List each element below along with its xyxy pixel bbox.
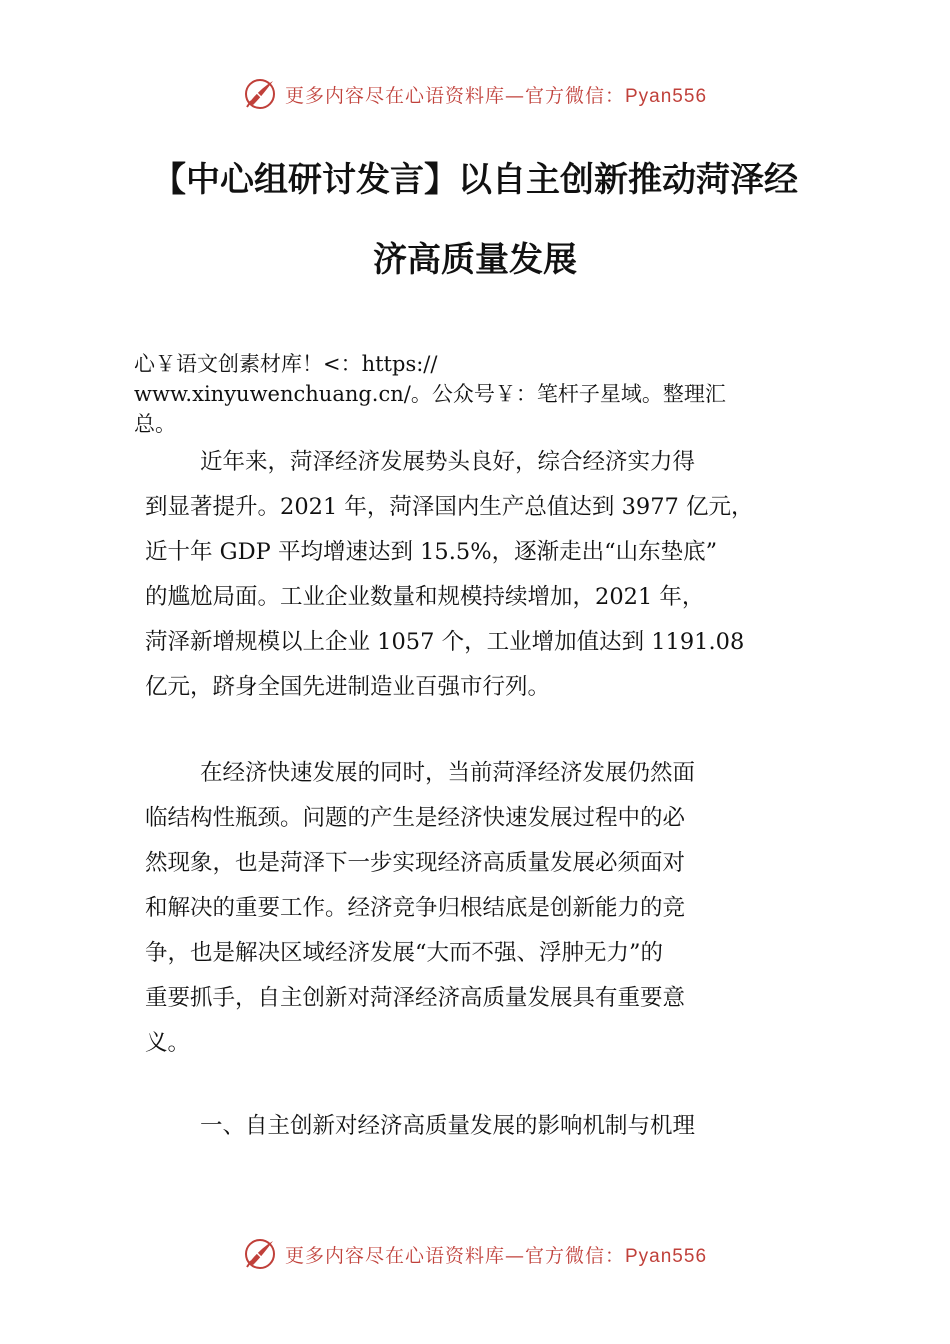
- paragraph-line: 临结构性瓶颈。问题的产生是经济快速发展过程中的必: [145, 805, 686, 831]
- paragraph-2: [145, 751, 825, 1066]
- page-title: [60, 140, 890, 300]
- header-banner: [0, 74, 950, 114]
- banner-text: [285, 1241, 707, 1268]
- source-note: [134, 349, 846, 439]
- paragraph-line: 和解决的重要工作。经济竞争归根结底是创新能力的竞: [145, 895, 686, 921]
- banner-wechat-id: Pyan556: [625, 85, 708, 107]
- paragraph-1: [145, 440, 825, 710]
- banner-separator: —: [504, 1244, 525, 1267]
- footer-banner: [0, 1234, 950, 1274]
- banner-title: 更多内容尽在心语资料库: [284, 84, 505, 107]
- banner-separator: —: [504, 84, 525, 107]
- section-heading-1: 一、自主创新对经济高质量发展的影响机制与机理: [200, 1113, 696, 1139]
- paragraph-line: 重要抓手，自主创新对菏泽经济高质量发展具有重要意: [145, 985, 686, 1011]
- paragraph-line: 义。: [145, 1030, 191, 1056]
- banner-wechat-label: 官方微信：: [524, 1244, 625, 1267]
- paragraph-line: 在经济快速发展的同时，当前菏泽经济发展仍然面: [200, 760, 696, 786]
- source-line-2: www.xinyuwenchuang.cn/。公众号￥：笔杆子星域。整理汇: [134, 382, 726, 406]
- paragraph-line: 然现象，也是菏泽下一步实现经济高质量发展必须面对: [145, 850, 686, 876]
- banner-text: [285, 81, 707, 108]
- paragraph-line: 近十年 GDP 平均增速达到 15.5%，逐渐走出“山东垫底”: [145, 539, 718, 565]
- title-line-1: 【中心组研讨发言】以自主创新推动菏泽经: [152, 160, 798, 200]
- banner-wechat-id: Pyan556: [625, 1245, 708, 1267]
- paragraph-line: 争，也是解决区域经济发展“大而不强、浮肿无力”的: [145, 940, 664, 966]
- source-line-1: 心￥语文创素材库！<：https://: [134, 352, 438, 376]
- paragraph-line: 到显著提升。2021 年，菏泽国内生产总值达到 3977 亿元，: [145, 494, 754, 520]
- paragraph-line: 的尴尬局面。工业企业数量和规模持续增加，2021 年，: [145, 584, 705, 610]
- paragraph-line: 亿元，跻身全国先进制造业百强市行列。: [145, 674, 551, 700]
- banner-wechat-label: 官方微信：: [524, 84, 625, 107]
- banner-title: 更多内容尽在心语资料库: [284, 1244, 505, 1267]
- pen-quill-logo-icon: [243, 1237, 277, 1271]
- source-line-3: 总。: [134, 412, 176, 436]
- paragraph-line: 近年来，菏泽经济发展势头良好，综合经济实力得: [200, 449, 696, 475]
- paragraph-line: 菏泽新增规模以上企业 1057 个，工业增加值达到 1191.08: [145, 629, 745, 655]
- title-line-2: 济高质量发展: [373, 240, 577, 280]
- pen-quill-logo-icon: [243, 77, 277, 111]
